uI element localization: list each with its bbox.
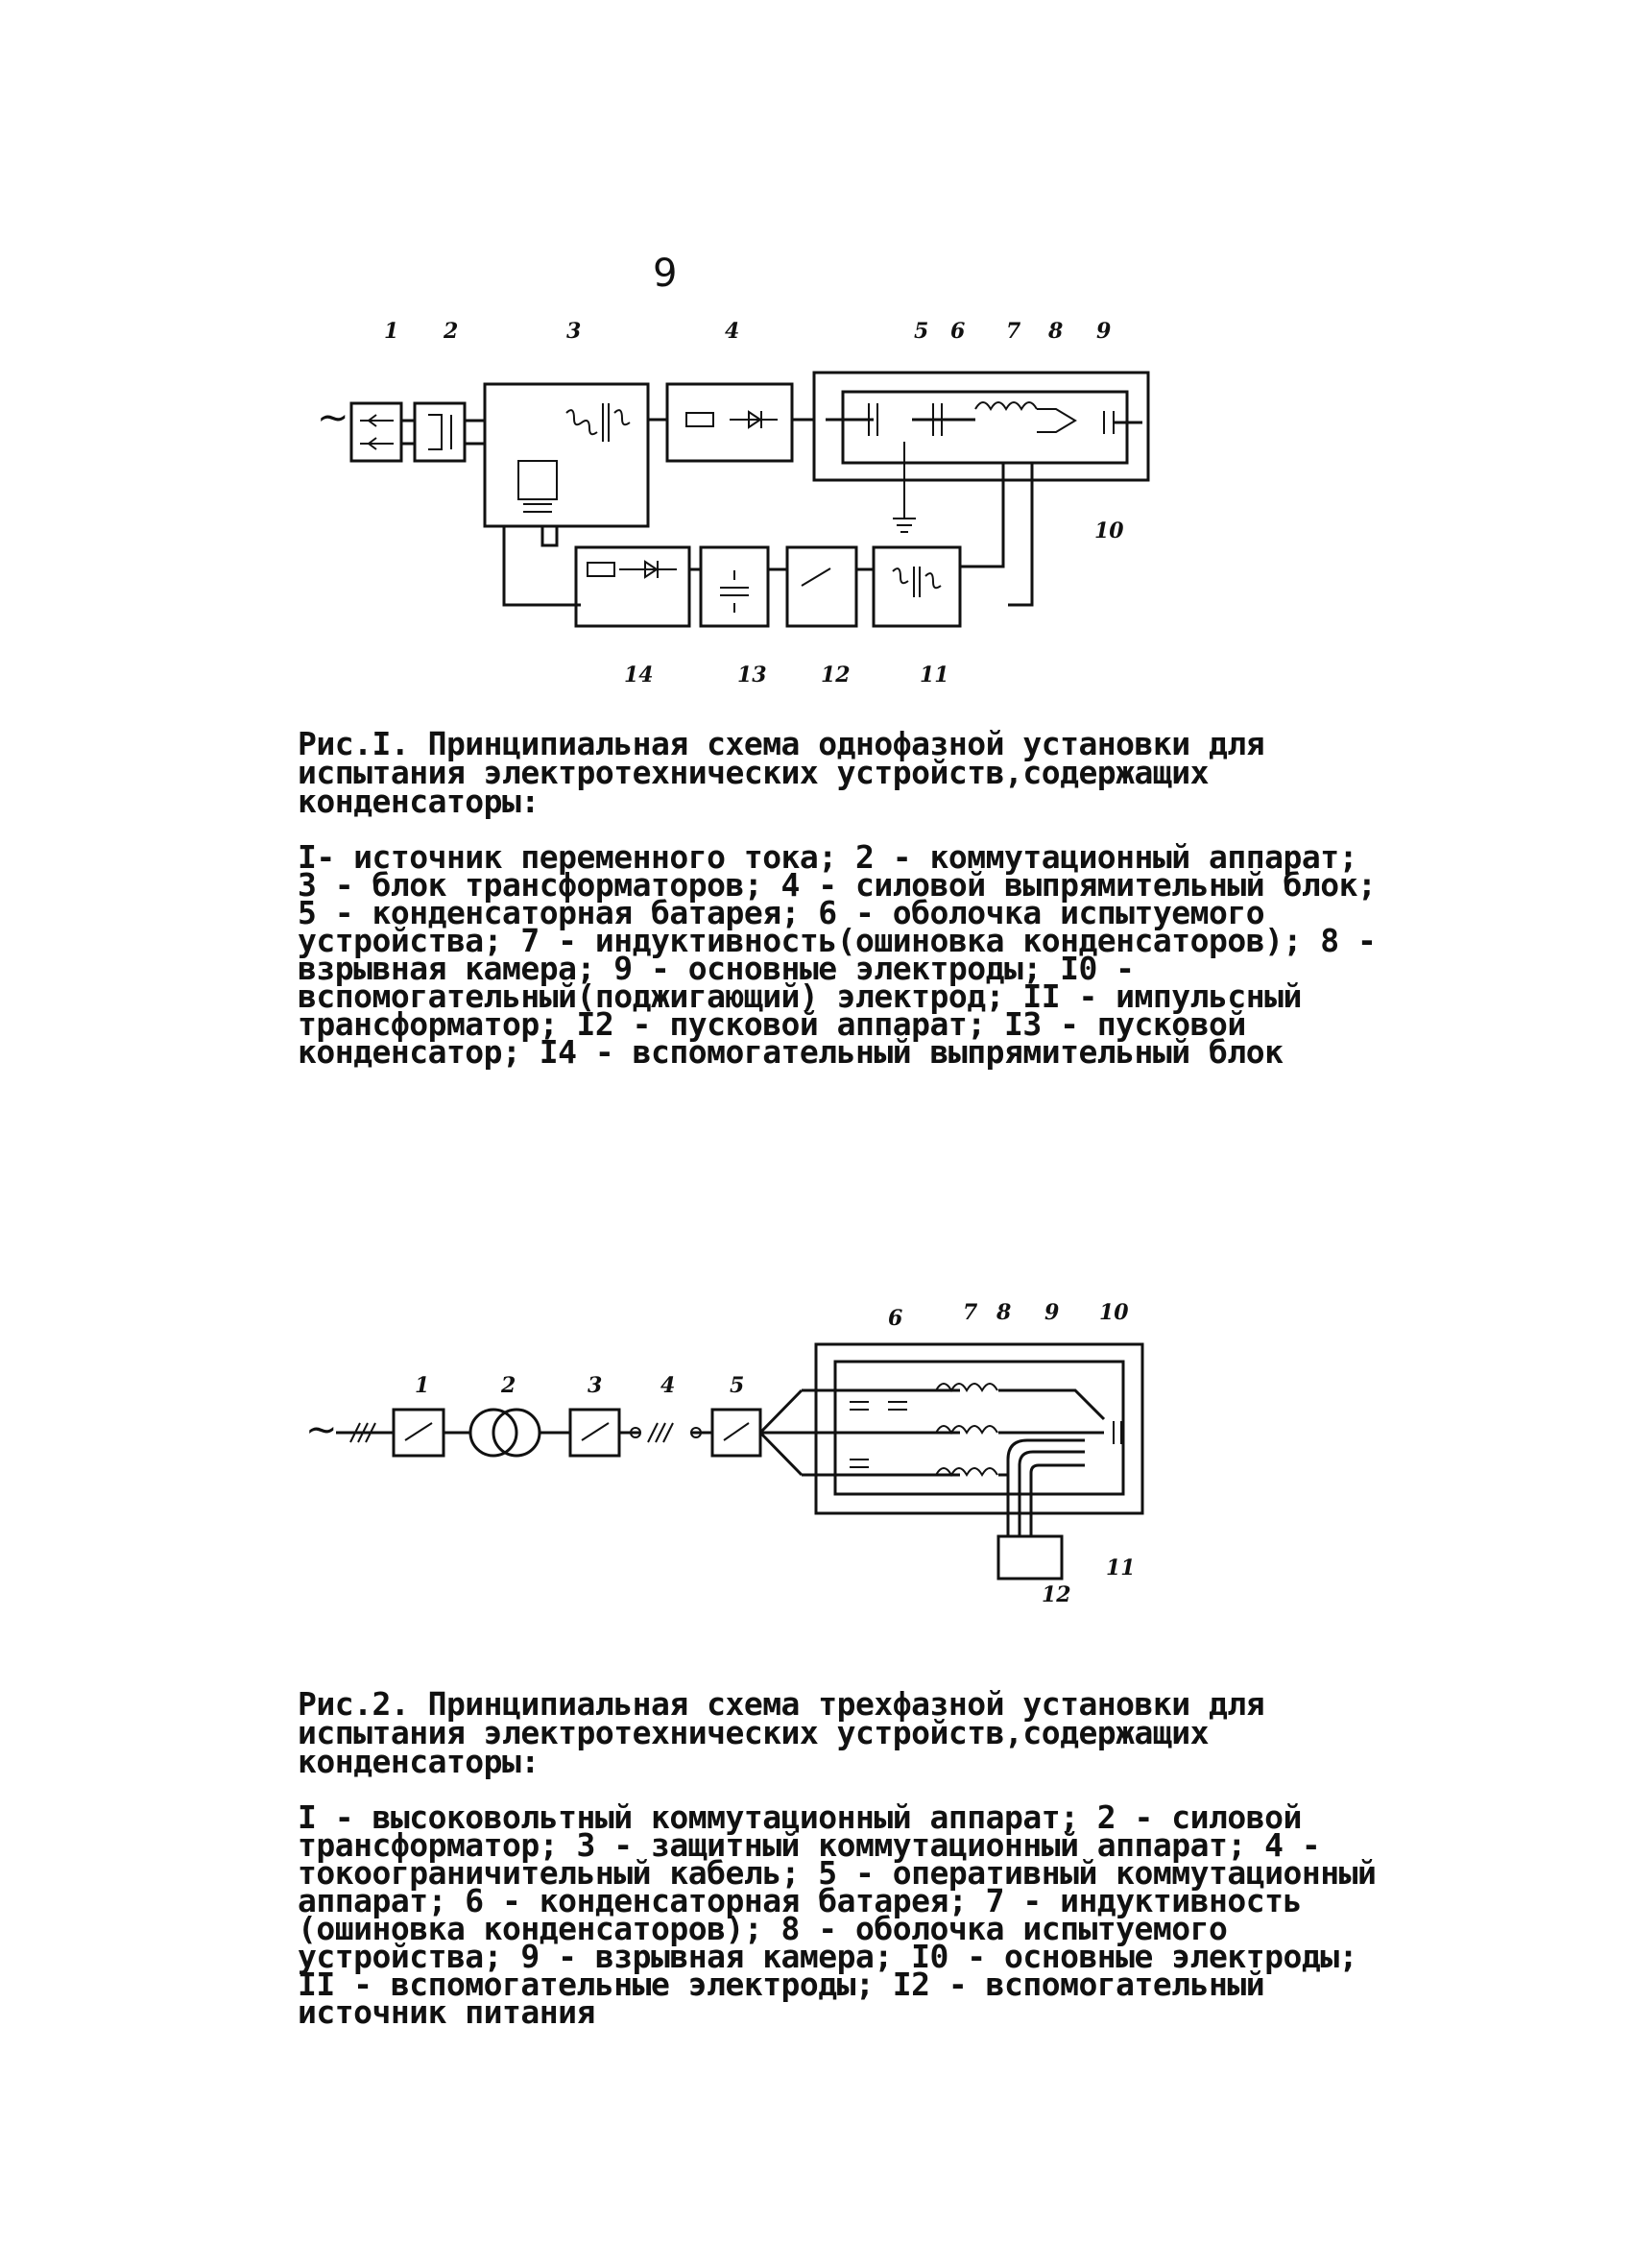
fig1-label-4: 4: [725, 319, 740, 344]
fig2-label-4: 4: [660, 1373, 676, 1398]
fig1-label-6: 6: [950, 319, 966, 344]
fig1-label-11: 11: [920, 663, 949, 688]
fig1-label-14: 14: [624, 663, 654, 688]
figure-2-caption-title: Рис.2. Принципиальная схема трехфазной установки для испытания электротехнических устройств,содержащих конденсаторы:: [298, 1685, 1265, 1780]
fig1-label-10: 10: [1094, 519, 1124, 543]
fig2-label-8: 8: [996, 1300, 1012, 1325]
fig2-label-5: 5: [730, 1373, 745, 1398]
figure-1-caption-title: Рис.I. Принципиальная схема однофазной установки для испытания электротехнических устройств,содержащих конденсаторы:: [298, 725, 1265, 820]
figure-1-caption-legend: I- источник переменного тока; 2 - коммутационный аппарат; 3 - блок трансформаторов; 4 - силовой выпрямительный блок; 5 - конденсаторная батарея; 6 - оболочка испытуемого устройства; 7 - индуктивность(ошиновка конденсаторов); 8 - взрывная камера; 9 - основные электроды; I0 - вспомогательный(поджигающий) электрод; II - импульсный трансформатор; I2 - пусковой аппарат; I3 - пусковой конденсатор; I4 - вспомогательный выпрямительный блок: [298, 838, 1377, 1071]
figure-2-caption-legend: I - высоковольтный коммутационный аппарат; 2 - силовой трансформатор; 3 - защитный коммутационный аппарат; 4 - токоограничительный кабель; 5 - оперативный коммутационный аппарат; 6 - конденсаторная батарея; 7 - индуктивность (ошиновка конденсаторов); 8 - оболочка испытуемого устройства; 9 - взрывная камера; I0 - основные электроды; II - вспомогательные электроды; I2 - вспомогательный источник питания: [298, 1798, 1377, 2031]
fig2-label-1: 1: [415, 1373, 430, 1398]
fig2-label-2: 2: [501, 1373, 516, 1398]
fig2-label-3: 3: [588, 1373, 603, 1398]
fig1-label-7: 7: [1006, 319, 1021, 344]
figure-2-caption: [298, 1685, 1382, 2031]
fig1-label-2: 2: [444, 319, 459, 344]
fig1-label-5: 5: [914, 319, 929, 344]
fig2-label-9: 9: [1044, 1300, 1060, 1325]
fig1-label-12: 12: [821, 663, 851, 688]
fig1-label-13: 13: [737, 663, 767, 688]
fig2-label-10: 10: [1099, 1300, 1129, 1325]
page-number: 9: [653, 252, 678, 296]
fig1-label-8: 8: [1048, 319, 1064, 344]
fig2-aux-supply-12: [998, 1536, 1062, 1579]
fig2-label-6: 6: [888, 1306, 903, 1331]
fig1-source-symbol: ~: [317, 396, 349, 440]
fig1-label-3: 3: [566, 319, 582, 344]
fig2-source-symbol: ~: [305, 1408, 338, 1452]
fig2-label-11: 11: [1106, 1556, 1136, 1580]
fig2-label-7: 7: [963, 1300, 978, 1325]
fig1-label-1: 1: [384, 319, 399, 344]
fig1-label-9: 9: [1096, 319, 1112, 344]
fig2-label-12: 12: [1042, 1582, 1071, 1607]
